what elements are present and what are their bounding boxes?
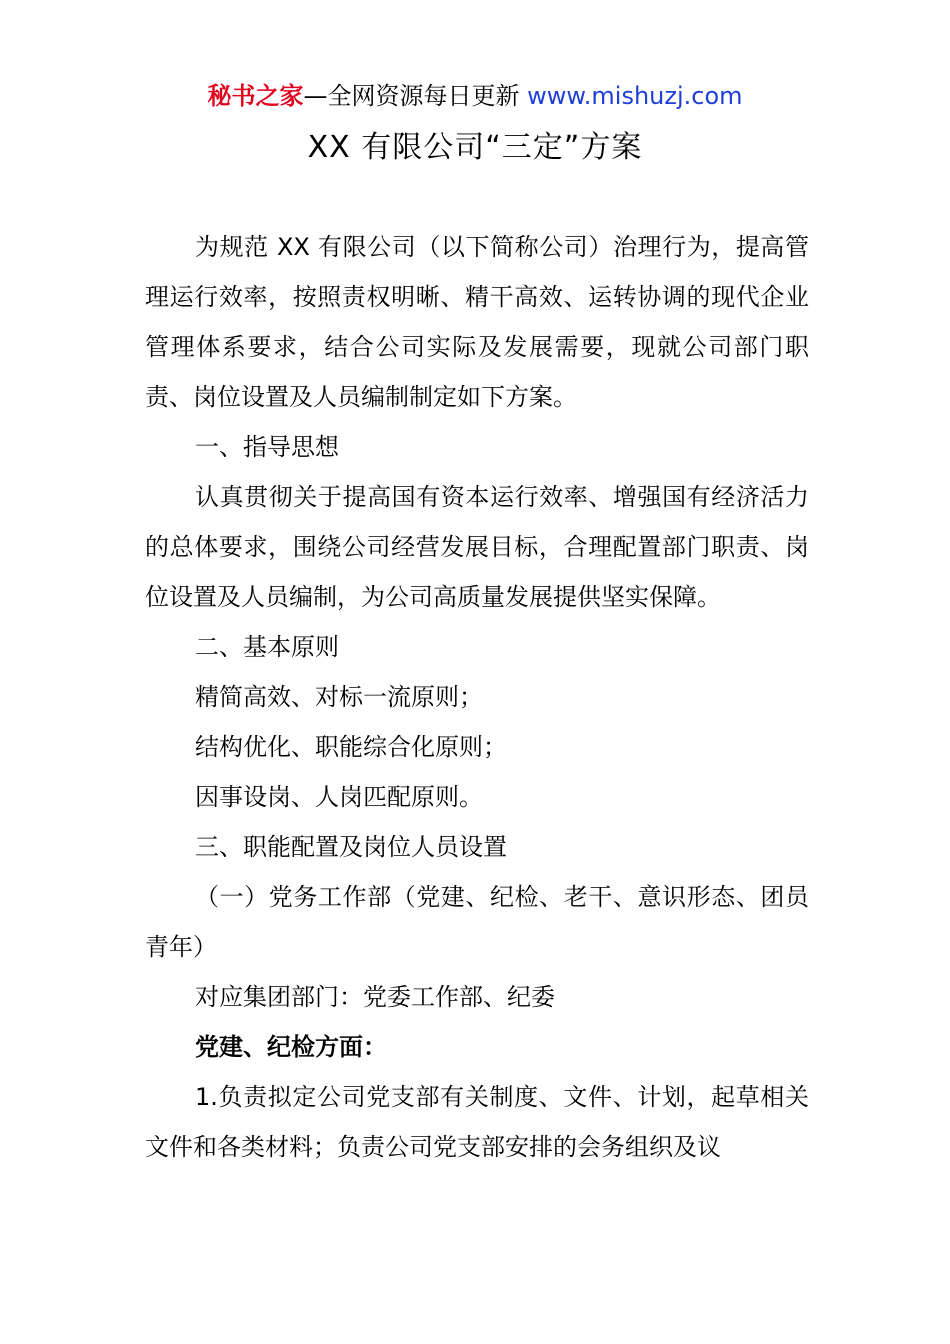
site-header (0, 80, 950, 112)
duty-item: 1.负责拟定公司党支部有关制度、文件、计划，起草相关文件和各类材料；负责公司党支部安排的会务组织及议 (145, 1083, 809, 1161)
document-body (145, 222, 809, 1172)
section-heading-guiding-ideology: 一、指导思想 (195, 433, 339, 461)
site-brand: 秘书之家 (207, 82, 304, 110)
corresponding-departments: 对应集团部门：党委工作部、纪委 (195, 983, 555, 1011)
subsection-heading-party-affairs: （一）党务工作部（党建、纪检、老干、意识形态、团员青年） (145, 883, 809, 961)
intro-paragraph: 为规范 XX 有限公司（以下简称公司）治理行为，提高管理运行效率，按照责权明晰、精干高效、运转协调的现代企业管理体系要求，结合公司实际及发展需要，现就公司部门职责、岗位设置及人员编制制定如下方案。 (145, 233, 809, 411)
site-tagline: —全网资源每日更新 (303, 82, 520, 110)
subsection-label-party-discipline: 党建、纪检方面： (195, 1033, 387, 1061)
guiding-ideology-paragraph: 认真贯彻关于提高国有资本运行效率、增强国有经济活力的总体要求，围绕公司经营发展目标，合理配置部门职责、岗位设置及人员编制，为公司高质量发展提供坚实保障。 (145, 483, 809, 611)
site-url-link[interactable]: www.mishuzj.com (527, 82, 743, 110)
document-title: XX 有限公司“三定”方案 (307, 130, 643, 165)
section-heading-function-allocation: 三、职能配置及岗位人员设置 (195, 833, 507, 861)
principle-item: 结构优化、职能综合化原则； (195, 733, 507, 761)
principle-item: 精简高效、对标一流原则； (195, 683, 483, 711)
principle-item: 因事设岗、人岗匹配原则。 (195, 783, 483, 811)
section-heading-basic-principles: 二、基本原则 (195, 633, 339, 661)
